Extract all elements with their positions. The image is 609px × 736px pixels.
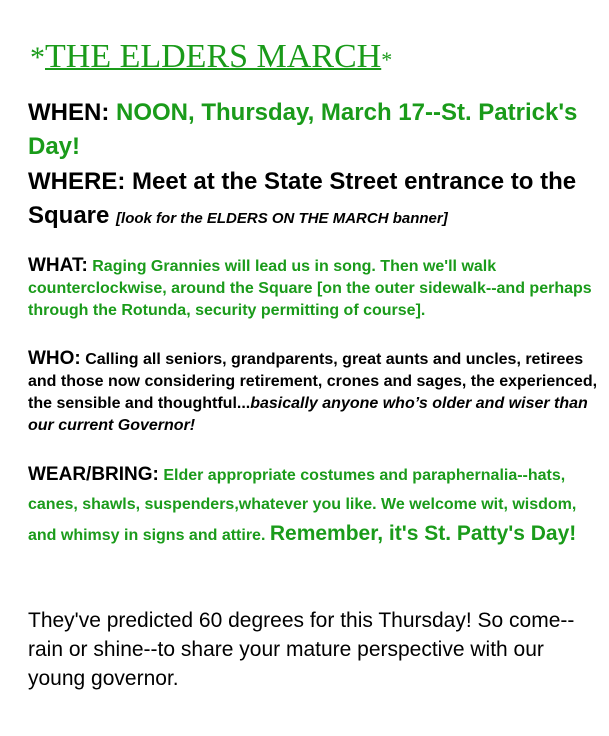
page-title [30, 38, 392, 76]
wear-section [28, 460, 598, 550]
who-italic: basically anyone who’s older and wiser than our current Governor! [28, 395, 588, 434]
what-section [28, 255, 598, 322]
who-text: Calling all seniors, grandparents, great aunts and uncles, retirees and those now considering retirement, crones and sages, the experienced, the sensible and thoughtful... [28, 351, 598, 412]
when-text: NOON, Thursday, March 17--St. Patrick's Day! [28, 99, 578, 160]
who-section [28, 348, 598, 437]
wear-text: Elder appropriate costumes and paraphernalia--hats, canes, shawls, suspenders,whatever you like. We welcome wit, wisdom, and whimsy in signs and attire. [28, 467, 577, 544]
wear-highlight: Remember, it's St. Patty's Day! [269, 522, 577, 545]
where-section [28, 165, 598, 236]
where-text: Meet at the State Street entrance to the Square [28, 168, 577, 229]
where-label: WHERE: [28, 168, 126, 195]
when-section [28, 96, 598, 164]
when-label: WHEN: [28, 99, 110, 126]
what-text: Raging Grannies will lead us in song. Then we'll walk counterclockwise, around the Square [on the outer sidewalk--and perhaps through the Rotunda, security permitting of course]. [28, 258, 592, 319]
who-label: WHO: [28, 348, 81, 369]
title-star-left: * [30, 41, 45, 74]
title-star-right: * [381, 47, 393, 72]
closing-paragraph: They've predicted 60 degrees for this Thursday! So come--rain or shine--to share your mature perspective with our young governor. [28, 609, 575, 690]
wear-label: WEAR/BRING: [28, 464, 159, 485]
where-note: [look for the ELDERS ON THE MARCH banner] [116, 210, 448, 227]
what-label: WHAT: [28, 255, 88, 276]
title-main: THE ELDERS MARCH [45, 38, 382, 75]
